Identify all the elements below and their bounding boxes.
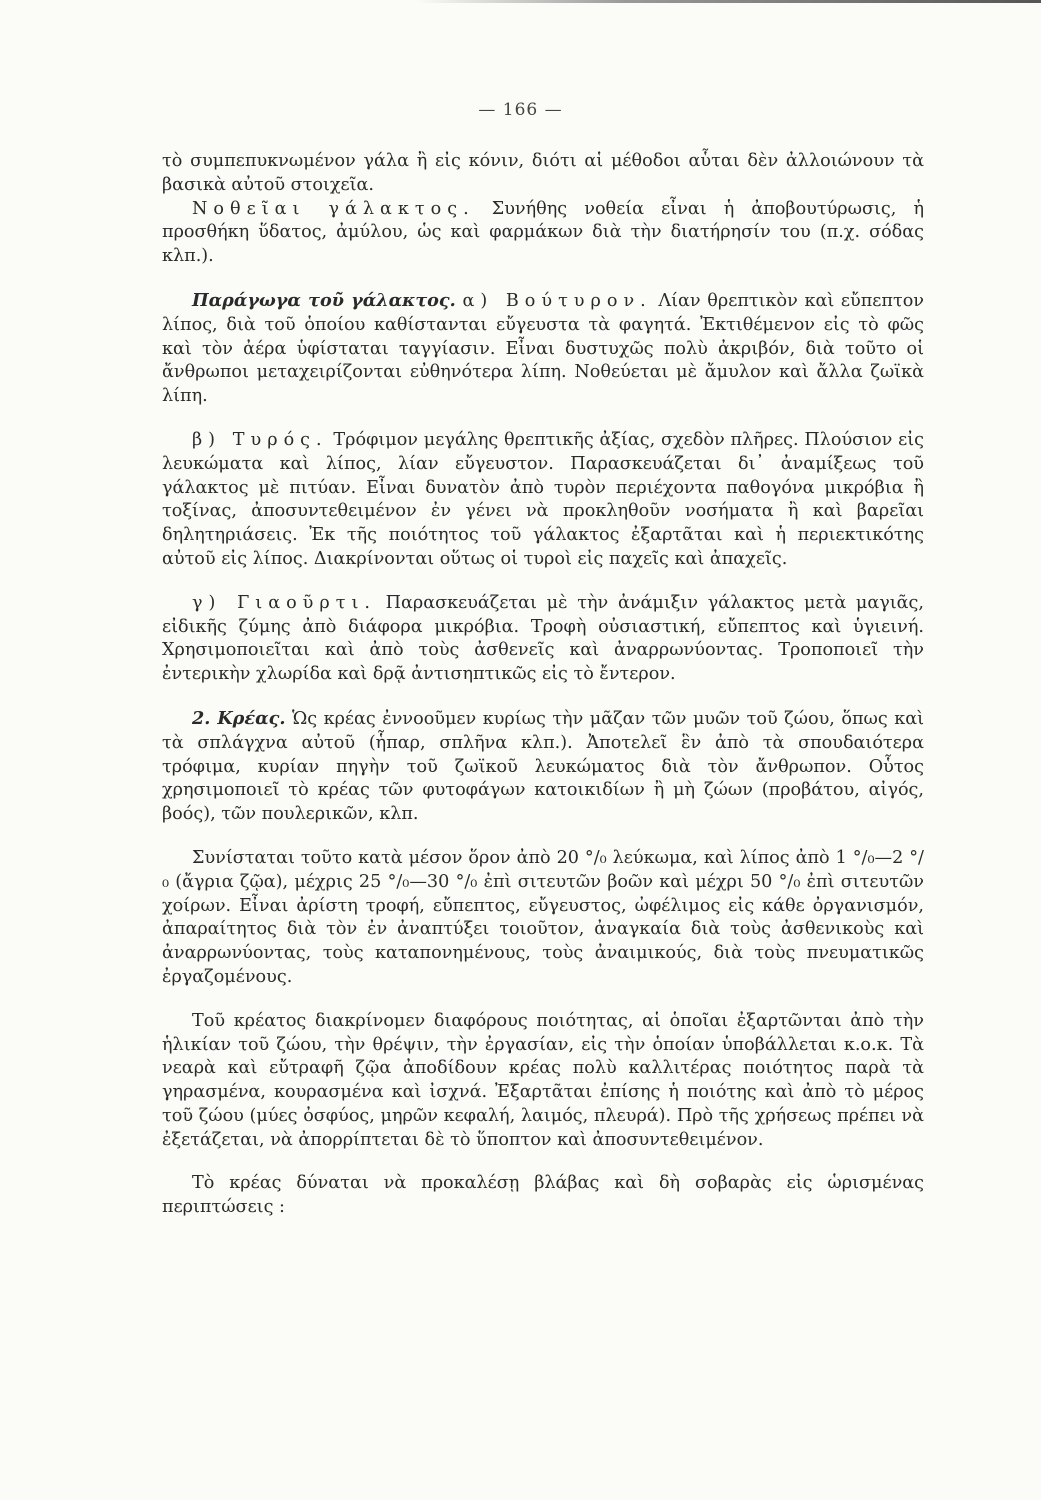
term-cheese: β) Τυρός. [192,429,328,450]
scan-edge-line [0,0,1041,3]
paragraph-cheese [162,429,924,572]
text-butter: Λίαν θρεπτικὸν καὶ εὔπεπτον λίπος, διὰ τοῦ ὁποίου καθίστανται εὔγευστα τὰ φαγητά. Ἐκτιθέμενον εἰς τὸ φῶς καὶ τὸν ἀέρα ὑφίσταται ταγγίασιν. Εἶναι δυστυχῶς πολὺ ἀκριβόν, διὰ τοῦτο οἱ ἄνθρωποι μεταχειρίζονται εὐθηνότερα λίπη. Νοθεύεται μὲ ἄμυλον καὶ ἄλλα ζωϊκὰ λίπη. [162,290,924,407]
term-yogurt: γ) Γιαοῦρτι. [192,592,376,613]
text-milk-adulteration: Συνήθης νοθεία εἶναι ἡ ἀποβουτύρωσις, ἡ προσθήκη ὕδατος, ἀμύλου, ὡς καὶ φαρμάκων διὰ τὴν διατήρησίν του (π.χ. σόδας κλπ.). [162,198,924,267]
term-milk-adulteration: Νοθεῖαι γάλακτος. [192,198,475,219]
text-meat: Ὡς κρέας ἐννοοῦμεν κυρίως τὴν μᾶζαν τῶν μυῶν τοῦ ζώου, ὅπως καὶ τὰ σπλάγχνα αὐτοῦ (ἧπαρ, σπλῆνα κλπ.). Ἀποτελεῖ ἓν ἀπὸ τὰ σπουδαιότερα τρόφιμα, κυρίαν πηγὴν τοῦ ζωϊκοῦ λευκώματος διὰ τὸν ἄνθρωπον. Οὗτος χρησιμοποιεῖ τὸ κρέας τῶν φυτοφάγων κατοικιδίων ἢ μὴ ζώων (προβάτου, αἰγός, βοός), τῶν πουλερικῶν, κλπ. [162,708,924,825]
text-yogurt: Παρασκευάζεται μὲ τὴν ἀνάμιξιν γάλακτος μετὰ μαγιᾶς, εἰδικῆς ζύμης ἀπὸ διάφορα μικρόβια. Τροφὴ οὐσιαστική, εὔπεπτος καὶ ὑγιεινή. Χρησιμοποιεῖται καὶ ἀπὸ τοὺς ἀσθενεῖς καὶ ἀναρρωνύοντας. Τροποποιεῖ τὴν ἐντερικὴν χλωρίδα καὶ δρᾷ ἀντισηπτικῶς εἰς τὸ ἔντερον. [162,592,924,685]
paragraph-milk-adulteration [162,198,924,269]
paragraph-meat-harm: Τὸ κρέας δύναται νὰ προκαλέσῃ βλάβας καὶ δὴ σοβαρὰς εἰς ὡρισμένας περιπτώσεις : [162,1173,924,1218]
text-cheese: Τρόφιμον μεγάλης θρεπτικῆς ἀξίας, σχεδὸν πλῆρες. Πλούσιον εἰς λευκώματα καὶ λίπος, λίαν εὔγευστον. Παρασκευάζεται δι᾽ ἀναμίξεως τοῦ γάλακτος μὲ πιτύαν. Εἶναι δυνατὸν ἀπὸ τυρὸν περιέχοντα παθογόνα μικρόβια ἢ τοξίνας, ἀποσυντεθειμένον ἐν γένει νὰ προκληθοῦν νοσήματα ἢ καὶ βαρεῖαι δηλητηριάσεις. Ἐκ τῆς ποιότητος τοῦ γάλακτος ἐξαρτᾶται καὶ ἡ περιεκτικότης αὐτοῦ εἰς λίπος. Διακρίνονται οὕτως οἱ τυροὶ εἰς παχεῖς καὶ ἀπαχεῖς. [162,429,924,569]
paragraph-condensed-milk: τὸ συμπεπυκνωμένον γάλα ἢ εἰς κόνιν, διότι αἱ μέθοδοι αὗται δὲν ἀλλοιώνουν τὰ βασικὰ αὐτοῦ στοιχεῖα. [162,151,924,195]
term-butter: α) Βούτυρον. [462,290,652,311]
page-number: — 166 — [478,100,563,120]
paragraph-meat-composition: Συνίσταται τοῦτο κατὰ μέσον ὅρον ἀπὸ 20 °/₀ λεύκωμα, καὶ λίπος ἀπὸ 1 °/₀—2 °/₀ (ἄγρια ζῷα), μέχρις 25 °/₀—30 °/₀ ἐπὶ σιτευτῶν βοῶν καὶ μέχρι 50 °/₀ ἐπὶ σιτευτῶν χοίρων. Εἶναι ἀρίστη τροφή, εὔπεπτος, εὔγευστος, ὠφέλιμος εἰς κάθε ὀργανισμόν, ἀπαραίτητος διὰ τὸν ἐν ἀναπτύξει τοιοῦτον, ἀναγκαία διὰ τοὺς ἀσθενικοὺς καὶ ἀναρρωνύοντας, τοὺς καταπονημένους, τοὺς ἀναιμικούς, διὰ τοὺς πνευματικῶς ἐργαζομένους. [162,847,924,987]
paragraph-meat [162,707,924,827]
paragraph-meat-quality: Τοῦ κρέατος διακρίνομεν διαφόρους ποιότητας, αἱ ὁποῖαι ἐξαρτῶνται ἀπὸ τὴν ἡλικίαν τοῦ ζώου, τὴν θρέψιν, τὴν ἐργασίαν, εἰς τὴν ὁποίαν ὑποβάλλεται κ.ο.κ. Τὰ νεαρὰ καὶ εὔτραφῆ ζῷα ἀποδίδουν κρέας πολὺ καλλιτέρας ποιότητος παρὰ τὰ γηρασμένα, κουρασμένα καὶ ἰσχνά. Ἐξαρτᾶται ἐπίσης ἡ ποιότης καὶ ἀπὸ τὸ μέρος τοῦ ζώου (μύες ὀσφύος, μηρῶν κεφαλή, λαιμός, πλευρά). Πρὸ τῆς χρήσεως πρέπει νὰ ἐξετάζεται, νὰ ἀπορρίπτεται δὲ τὸ ὕποπτον καὶ ἀποσυντεθειμένον. [162,1010,924,1150]
page-body [162,150,924,1220]
paragraph-yogurt [162,592,924,687]
heading-milk-products: Παράγωγα τοῦ γάλακτος. [192,289,456,311]
heading-meat: 2. Κρέας. [192,707,286,729]
paragraph-butter [162,289,924,409]
